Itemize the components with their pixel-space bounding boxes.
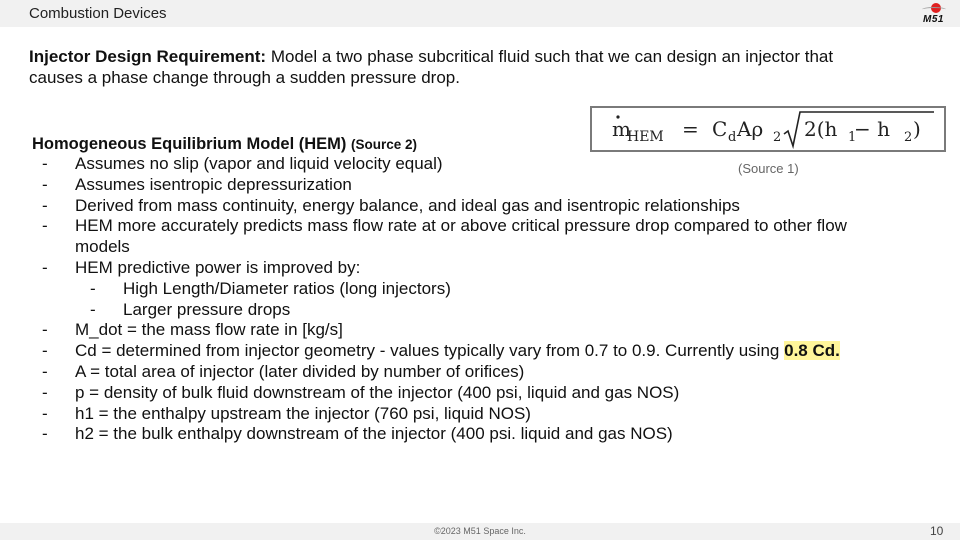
list-item [42, 383, 902, 404]
bullet-dash: - [42, 341, 48, 361]
eq-radicand-close: ) [913, 117, 921, 141]
bullet-dash: - [90, 278, 96, 298]
bullet-dash: - [42, 174, 48, 194]
hem-bullet-list [42, 154, 902, 445]
bullet-dash: - [42, 195, 48, 215]
list-item [42, 196, 902, 217]
eq-cd: C [712, 117, 728, 141]
bullet-dash: - [42, 320, 48, 340]
hem-equation-box [590, 106, 946, 152]
list-item-text: M_dot = the mass flow rate in [kg/s] [75, 320, 343, 340]
list-item-text: Cd = determined from injector geometry - values typically vary from 0.7 to 0.9. Currently using [75, 341, 785, 361]
bullet-dash: - [42, 154, 48, 173]
list-item [42, 341, 902, 362]
copyright-notice: ©2023 M51 Space Inc. [434, 526, 526, 536]
highlighted-cd-value: 0.8 Cd. [784, 341, 840, 361]
eq-lhs-symbol: m [612, 117, 631, 141]
section-title: Combustion Devices [29, 5, 167, 22]
hem-equation [592, 108, 944, 150]
list-item [42, 362, 902, 383]
intro-paragraph [29, 46, 889, 88]
bullet-dash: - [42, 424, 48, 444]
eq-radicand-open: 2(h [804, 117, 838, 141]
eq-minus-h: − h [854, 117, 890, 141]
m51-logo [918, 3, 948, 25]
sub-list-item [42, 300, 902, 321]
list-item-text: High Length/Diameter ratios (long injectors) [123, 278, 451, 298]
list-item [42, 216, 902, 258]
eq-cd-subscript: d [728, 130, 737, 145]
list-item-text: A = total area of injector (later divided by number of orifices) [75, 361, 525, 381]
list-item [42, 404, 902, 425]
bullet-dash: - [90, 299, 96, 319]
list-item [42, 424, 902, 445]
bullet-dash: - [42, 257, 48, 277]
bullet-dash: - [42, 403, 48, 423]
list-item [42, 175, 902, 196]
list-item-text: Assumes isentropic depressurization [75, 174, 352, 194]
bullet-dash: - [42, 216, 48, 236]
intro-text: Model a two phase subcritical fluid such that we can design an injector that causes a phase change through a sudden pressure drop. [29, 47, 834, 87]
eq-equals: = [682, 117, 699, 141]
equation-caption: (Source 1) [738, 161, 799, 176]
hem-heading-text: Homogeneous Equilibrium Model (HEM) [32, 135, 351, 153]
list-item-text: Assumes no slip (vapor and liquid velocity equal) [75, 154, 443, 173]
list-item-text: HEM predictive power is improved by: [75, 257, 361, 277]
list-item-text: Derived from mass continuity, energy balance, and ideal gas and isentropic relationships [75, 195, 740, 215]
hem-heading-source: (Source 2) [351, 137, 418, 152]
list-item-text: h1 = the enthalpy upstream the injector (760 psi, liquid NOS) [75, 403, 531, 423]
logo-text: M51 [923, 14, 944, 25]
list-item [42, 154, 902, 175]
list-item-text: h2 = the bulk enthalpy downstream of the injector (400 psi. liquid and gas NOS) [75, 424, 673, 444]
list-item-text: Larger pressure drops [123, 299, 291, 319]
list-item-text: HEM more accurately predicts mass flow rate at or above critical pressure drop compared to other flow models [75, 216, 847, 257]
hem-heading [32, 135, 417, 154]
list-item-text: p = density of bulk fluid downstream of the injector (400 psi, liquid and gas NOS) [75, 382, 680, 402]
list-item [42, 320, 902, 341]
logo-orbit-icon [922, 7, 946, 12]
eq-area-rho: Aρ [737, 117, 764, 141]
page-number: 10 [930, 524, 944, 538]
eq-rho-subscript: 2 [773, 130, 782, 145]
bullet-dash: - [42, 382, 48, 402]
bullet-dash: - [42, 361, 48, 381]
list-item [42, 258, 902, 279]
sub-list-item [42, 279, 902, 300]
eq-h1-subscript: 1 [848, 130, 857, 145]
intro-label: Injector Design Requirement: [29, 47, 267, 66]
eq-h2-subscript: 2 [904, 130, 913, 145]
header-bar [0, 0, 960, 27]
eq-lhs-subscript: HEM [627, 129, 664, 145]
